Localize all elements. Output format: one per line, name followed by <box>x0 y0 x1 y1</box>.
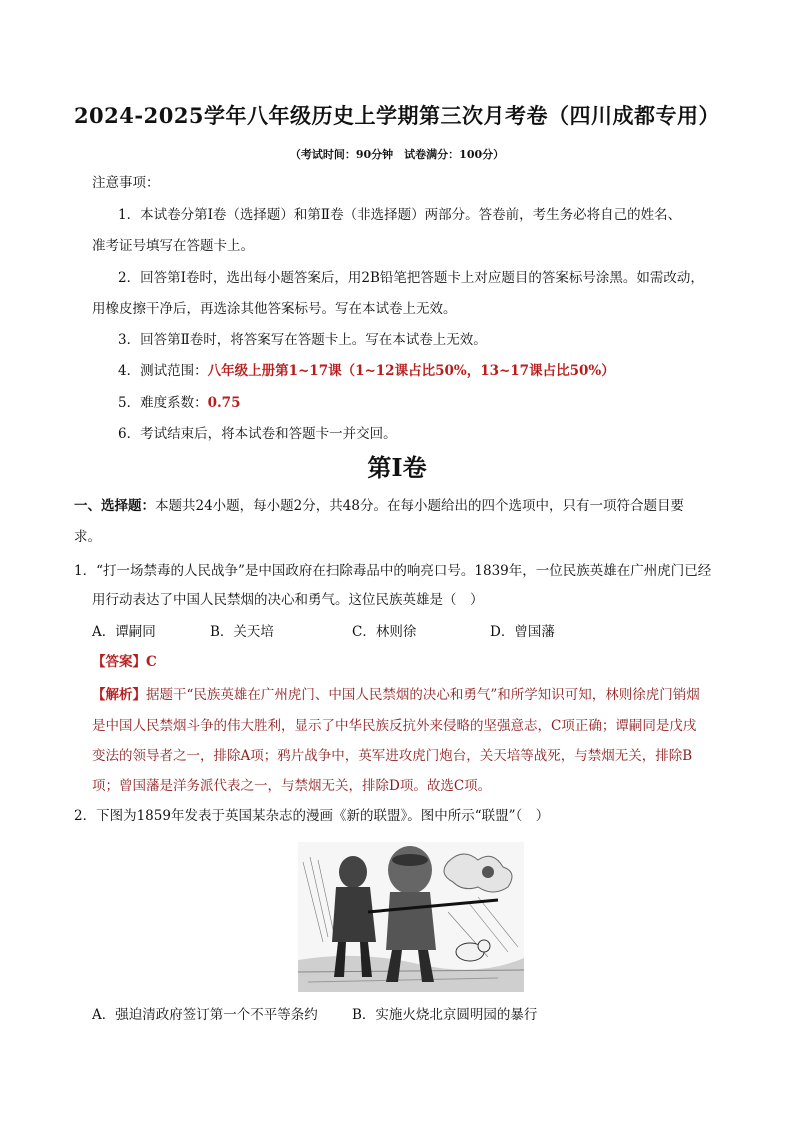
part1-instructions <box>74 496 684 516</box>
exam-title: 2024-2025学年八年级历史上学期第三次月考卷（四川成都专用） <box>73 103 721 128</box>
q1-option-a: A．谭嗣同 <box>92 624 156 640</box>
answer-value: C <box>146 654 157 670</box>
test-range: 八年级上册第1~17课（1~12课占比50%，13~17课占比50%） <box>207 363 615 379</box>
note-item-1: 1．本试卷分第Ⅰ卷（选择题）和第Ⅱ卷（非选择题）两部分。答卷前，考生务必将自己的姓名、 <box>118 207 682 223</box>
part1-label: 一、选择题： <box>74 498 155 514</box>
q2-option-a: A．强迫清政府签订第一个不平等条约 <box>92 1007 318 1023</box>
note-item-2: 2．回答第Ⅰ卷时，选出每小题答案后，用2B铅笔把答题卡上对应题目的答案标号涂黑。如需改动， <box>118 270 704 286</box>
q1-analysis-3: 变法的领导者之一，排除A项；鸦片战争中，英军进攻虎门炮台，关天培等战死，与禁烟无关，排除B <box>92 748 693 764</box>
answer-label: 【答案】 <box>92 654 146 670</box>
q1-option-c: C．林则徐 <box>352 624 417 640</box>
note-item-3: 3．回答第Ⅱ卷时，将答案写在答题卡上。写在本试卷上无效。 <box>118 332 487 348</box>
note-item-1-cont: 准考证号填写在答题卡上。 <box>92 238 254 254</box>
notes-heading: 注意事项： <box>92 175 160 191</box>
q1-option-b: B．关天培 <box>210 624 274 640</box>
q1-analysis-2: 是中国人民禁烟斗争的伟大胜利，显示了中华民族反抗外来侵略的坚强意志，C项正确；谭嗣同是戊戌 <box>92 718 697 734</box>
cartoon-image <box>298 842 524 992</box>
q1-analysis-1 <box>92 685 700 705</box>
note-item-2-cont: 用橡皮擦干净后，再选涂其他答案标号。写在本试卷上无效。 <box>92 301 457 317</box>
exam-subtitle: （考试时间：90分钟 试卷满分：100分） <box>289 148 505 161</box>
part1-instructions-cont: 求。 <box>74 529 101 545</box>
q1-option-d: D．曾国藩 <box>490 624 555 640</box>
analysis-label: 【解析】 <box>92 687 146 703</box>
q2-stem: 2．下图为1859年发表于英国某杂志的漫画《新的联盟》。图中所示“联盟”（ ） <box>74 808 550 824</box>
q1-stem-cont: 用行动表达了中国人民禁烟的决心和勇气。这位民族英雄是（ ） <box>92 592 484 608</box>
note-item-5 <box>118 393 240 413</box>
analysis-text-1: 据题干“民族英雄在广州虎门、中国人民禁烟的决心和勇气”和所学知识可知，林则徐虎门销烟 <box>146 687 700 703</box>
part1-text: 本题共24小题，每小题2分，共48分。在每小题给出的四个选项中，只有一项符合题目要 <box>155 498 684 514</box>
q1-stem: 1．“打一场禁毒的人民战争”是中国政府在扫除毒品中的响亮口号。1839年，一位民族英雄在广州虎门已经 <box>74 563 712 579</box>
note-item-5-prefix: 5．难度系数： <box>118 395 208 411</box>
note-item-4-prefix: 4．测试范围： <box>118 363 208 379</box>
q1-analysis-4: 项；曾国藩是洋务派代表之一，与禁烟无关，排除D项。故选C项。 <box>92 778 492 794</box>
cartoon-illustration <box>298 842 524 992</box>
q1-answer <box>92 652 157 672</box>
note-item-4 <box>118 361 615 381</box>
difficulty-value: 0.75 <box>207 395 241 411</box>
section-title: 第Ⅰ卷 <box>367 453 427 482</box>
q2-option-b: B．实施火烧北京圆明园的暴行 <box>352 1007 538 1023</box>
note-item-6: 6．考试结束后，将本试卷和答题卡一并交回。 <box>118 426 397 442</box>
